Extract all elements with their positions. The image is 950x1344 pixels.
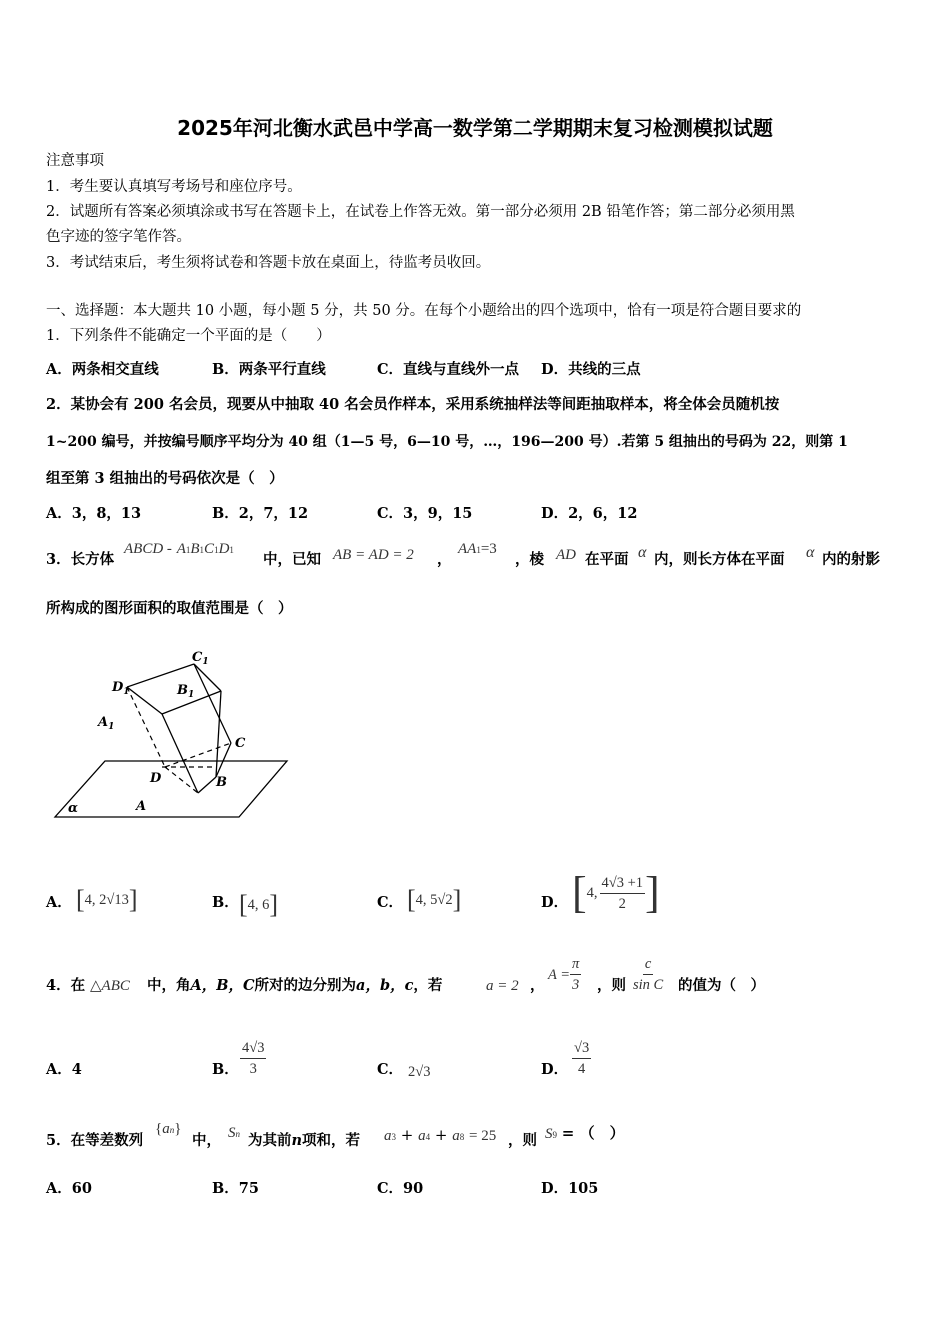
q4-option-c-expr: 2√3 (408, 1064, 431, 1080)
q5-sequence: {an} (155, 1121, 182, 1137)
label-c1: $C_1$ (192, 650, 209, 667)
notice-item-1: 1．考生要认真填写考场号和座位序号。 (46, 179, 302, 195)
q5-sum-expr: a3 + a4 + a8 = 25 (384, 1126, 497, 1144)
q3-ad: AD (556, 547, 576, 563)
q4-ratio: $\frac{c}{\text{sin C}}$ (633, 956, 664, 993)
q3-option-c-expr: [4, 5√2] (407, 885, 462, 914)
q4-option-a: A．4 (46, 1061, 82, 1078)
q2-option-a: A．3，8，13 (46, 505, 142, 522)
label-d: D (150, 771, 162, 786)
q5-option-c: C．90 (377, 1180, 424, 1197)
q3-text-5: 内的射影 (822, 551, 880, 568)
q3-stem-line-2: 所构成的图形面积的取值范围是（ ） (46, 600, 293, 617)
q1-stem: 1．下列条件不能确定一个平面的是（ ） (46, 328, 331, 344)
q3-comma: ， (437, 551, 452, 568)
plane-alpha (55, 761, 287, 817)
q2-stem-line-3: 组至第 3 组抽出的号码依次是（ ） (46, 470, 284, 487)
q3-cuboid-figure (50, 645, 295, 835)
page-title: 2025年河北衡水武邑中学高一数学第二学期期末复习检测模拟试题 (177, 116, 773, 140)
q3-alpha-1: α (638, 544, 647, 561)
q5-prefix: 5．在等差数列 (46, 1132, 144, 1149)
label-a1: $A_1$ (98, 715, 115, 732)
q4-triangle: △ABC (90, 978, 130, 994)
section-heading: 一、选择题：本大题共 10 小题，每小题 5 分，共 50 分。在每个小题给出的四个选项中，恰有一项是符合题目要求的 (46, 303, 802, 319)
q3-text-4: 内，则长方体在平面 (654, 551, 785, 568)
label-c: C (235, 736, 246, 751)
notice-heading: 注意事项 (46, 153, 104, 169)
label-b: B (216, 775, 227, 790)
q3-text-2: ，棱 (515, 551, 544, 568)
q1-option-a: A．两条相交直线 (46, 361, 159, 378)
label-b1: $B_1$ (177, 683, 195, 700)
notice-item-2-cont: 色字迹的签字笔作答。 (46, 229, 191, 245)
q2-option-d: D．2，6，12 (541, 505, 638, 522)
q1-option-c: C．直线与直线外一点 (377, 361, 520, 378)
q4-text-1: 中，角A，B，C所对的边分别为a，b，c，若 (147, 977, 443, 994)
q3-aa1: AA1=3 (458, 541, 497, 557)
q3-option-d-label: D． (541, 894, 569, 911)
q3-option-a-label: A． (46, 894, 72, 911)
q4-option-d-expr: $\frac{√3}{4}$ (574, 1040, 590, 1077)
label-alpha: α (68, 801, 79, 816)
q2-stem-line-2: 1~200 编号，并按编号顺序平均分为 40 组（1—5 号，6—10 号，…，196—200 号）.若第 5 组抽出的号码为 22，则第 1 (46, 434, 848, 450)
q5-text-1: 中， (192, 1132, 221, 1149)
q4-prefix: 4．在 (46, 977, 86, 994)
q3-text-1: 中，已知 (263, 551, 321, 568)
q5-text-2: 为其前n项和，若 (248, 1132, 361, 1149)
q4-a-equals: a = 2 (486, 978, 519, 994)
q3-option-b-expr: [4, 6] (239, 890, 279, 919)
notice-item-2: 2．试题所有答案必须填涂或书写在答题卡上，在试卷上作答无效。第一部分必须用 2B 铅笔作答；第二部分必须用黑 (46, 204, 795, 220)
q4-angle-a: A = $\frac{\pi}{3}$ (548, 956, 580, 993)
q3-alpha-2: α (806, 544, 815, 561)
hidden-edge-d1-d (127, 687, 165, 767)
q5-sn: Sn (228, 1125, 240, 1141)
q5-option-b: B．75 (212, 1180, 259, 1197)
q2-stem-line-1: 2．某协会有 200 名会员，现要从中抽取 40 名会员作样本，采用系统抽样法等间距抽取样本，将全体会员随机按 (46, 396, 780, 413)
q4-option-b-expr: $\frac{4√3}{3}$ (242, 1040, 265, 1077)
q2-option-c: C．3，9，15 (377, 505, 473, 522)
q3-option-a-expr: [4, 2√13] (76, 885, 138, 914)
q4-option-c-label: C． (377, 1061, 404, 1078)
q5-s9: S9 = （ ） (545, 1124, 625, 1142)
q4-text-2: ，则 (597, 977, 626, 994)
q5-text-3: ，则 (508, 1132, 537, 1149)
q3-ab-ad: AB = AD = 2 (333, 547, 414, 563)
notice-item-3: 3．考试结束后，考生须将试卷和答题卡放在桌面上，待监考员收回。 (46, 255, 491, 271)
label-a: A (136, 799, 147, 814)
q3-option-d-expr: [ 4, $\frac{4√3 +1}{2}$ ] (572, 868, 660, 917)
q2-option-b: B．2，7，12 (212, 505, 309, 522)
q1-option-b: B．两条平行直线 (212, 361, 326, 378)
q3-option-c-label: C． (377, 894, 404, 911)
label-d1: $D_1$ (112, 680, 130, 697)
q4-text-3: 的值为（ ） (678, 977, 765, 994)
edge-a1-a (162, 714, 198, 793)
q3-text-3: 在平面 (585, 551, 629, 568)
q3-number: 3．长方体 (46, 551, 115, 568)
q4-option-b-label: B． (212, 1061, 239, 1078)
q4-comma: ， (530, 977, 545, 994)
edge-c1-c (194, 664, 231, 743)
q3-option-b-label: B． (212, 894, 239, 911)
q4-option-d-label: D． (541, 1061, 569, 1078)
q5-option-a: A．60 (46, 1180, 92, 1197)
q5-option-d: D．105 (541, 1180, 599, 1197)
q3-cuboid-name: ABCD - A1B1C1D1 (124, 541, 234, 557)
q1-option-d: D．共线的三点 (541, 361, 641, 378)
edge-b1-b (216, 691, 221, 777)
